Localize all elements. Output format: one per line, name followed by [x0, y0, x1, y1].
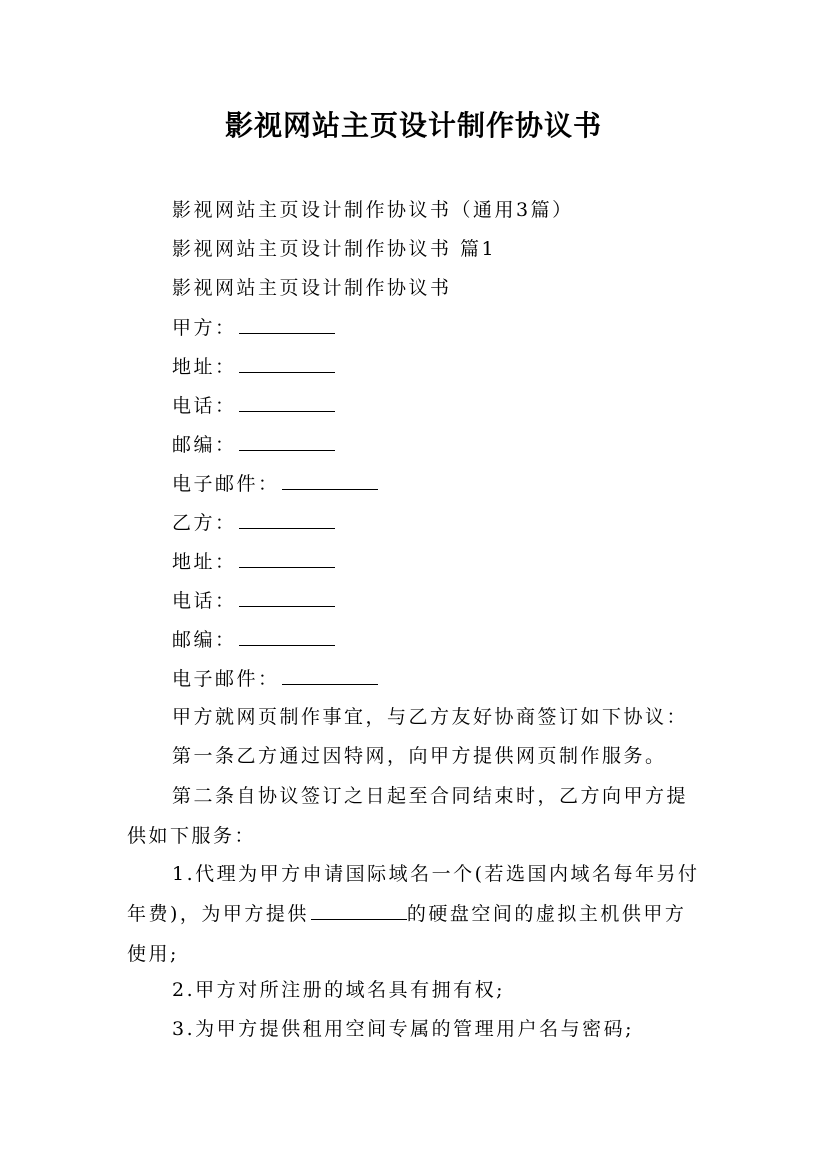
- intro-line-2: 影视网站主页设计制作协议书 篇1: [172, 238, 497, 260]
- blank-line: [311, 901, 407, 920]
- party-a-name-field: [172, 315, 335, 340]
- item-1-text-part2: 的硬盘空间的虚拟主机供甲方使用;: [127, 903, 687, 965]
- blank-line: [239, 393, 335, 412]
- blank-line: [282, 471, 378, 490]
- intro-line-1: 影视网站主页设计制作协议书（通用3篇）: [172, 199, 574, 221]
- blank-line: [282, 666, 378, 685]
- blank-line: [239, 432, 335, 451]
- article-1: 第一条乙方通过因特网，向甲方提供网页制作服务。: [172, 745, 667, 767]
- party-a-email-field: [172, 471, 378, 496]
- document-title: 影视网站主页设计制作协议书: [224, 109, 602, 142]
- blank-line: [239, 549, 335, 568]
- item-1-text-part1: 1.代理为甲方申请国际域名一个(若选国内域名每年另付年费)，为甲方提供: [127, 863, 700, 925]
- article-2: 第二条自协议签订之日起至合同结束时，乙方向甲方提供如下服务：: [127, 785, 689, 847]
- blank-line: [239, 627, 335, 646]
- party-b-address-field: [172, 549, 335, 574]
- blank-line: [239, 588, 335, 607]
- party-a-address-label: 地址：: [172, 356, 237, 378]
- intro-line-3: 影视网站主页设计制作协议书: [172, 277, 452, 299]
- party-b-email-field: [172, 666, 378, 691]
- blank-line: [239, 315, 335, 334]
- party-a-phone-label: 电话：: [172, 395, 237, 417]
- party-a-postcode-label: 邮编：: [172, 434, 237, 456]
- party-b-postcode-field: [172, 627, 335, 652]
- party-a-address-field: [172, 354, 335, 379]
- agreement-intro: 甲方就网页制作事宜，与乙方友好协商签订如下协议：: [172, 706, 689, 728]
- party-b-name-field: [172, 510, 335, 535]
- blank-line: [239, 354, 335, 373]
- party-b-address-label: 地址：: [172, 551, 237, 573]
- party-b-name-label: 乙方：: [172, 512, 237, 534]
- party-a-name-label: 甲方：: [172, 317, 237, 339]
- party-b-phone-field: [172, 588, 335, 613]
- party-b-email-label: 电子邮件：: [172, 668, 280, 690]
- item-2: 2.甲方对所注册的域名具有拥有权;: [172, 979, 506, 1001]
- item-1: [127, 854, 707, 974]
- party-a-email-label: 电子邮件：: [172, 473, 280, 495]
- party-a-postcode-field: [172, 432, 335, 457]
- party-b-postcode-label: 邮编：: [172, 629, 237, 651]
- blank-line: [239, 510, 335, 529]
- party-b-phone-label: 电话：: [172, 590, 237, 612]
- party-a-phone-field: [172, 393, 335, 418]
- item-3: 3.为甲方提供租用空间专属的管理用户名与密码;: [172, 1018, 635, 1040]
